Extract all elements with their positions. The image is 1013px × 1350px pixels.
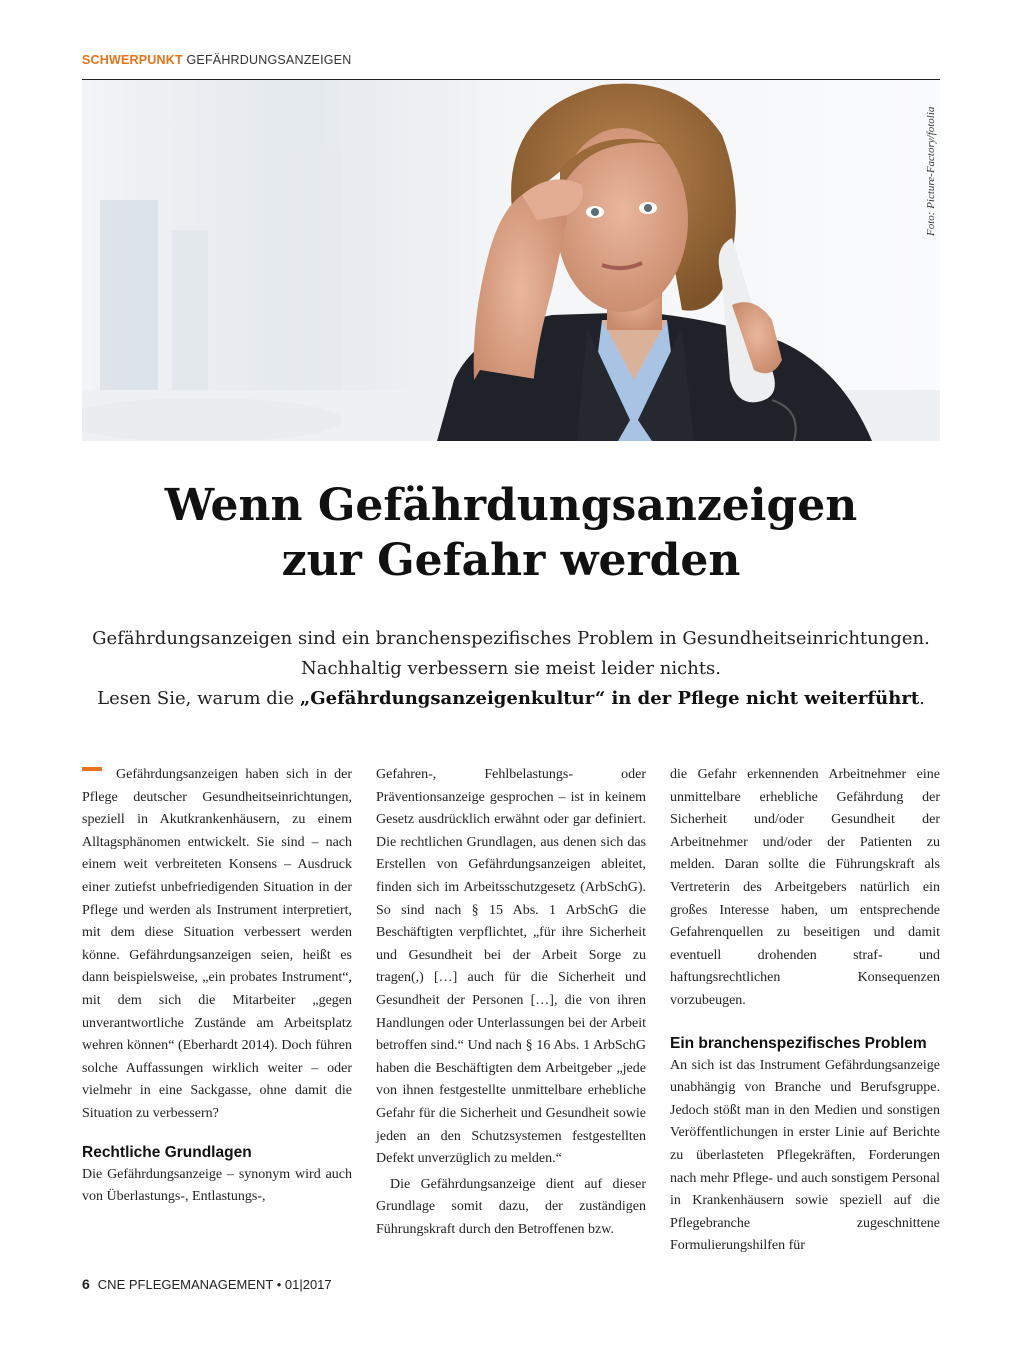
- subheading-rechtliche-grundlagen: Rechtliche Grundlagen: [82, 1143, 252, 1161]
- body-paragraph: Die Gefährdungsanzeige dient auf dieser Grundlage somit dazu, der zuständigen Führungskraft durch den Betroffenen bzw.: [376, 1176, 646, 1237]
- title-line-2: zur Gefahr werden: [281, 535, 741, 586]
- body-text-intro: Gefährdungsanzeigen haben sich in der Pflege deutscher Gesundheitseinrichtungen, speziell in Akutkrankenhäusern, zu einem Alltagsphänomen entwickelt. Sie sind – nach einem weit verbreiteten Konsens – Ausdruck einer zutiefst unbefriedigenden Situation in der Pflege und werden als Instrument interpretiert, mit dem diese Situation verbessert werden könne. Gefährdungsanzeigen seien, heißt es dann beispielsweise, „ein probates Instrument“, mit dem sich die Mitarbeiter „gegen unverantwortliche Zustände am Arbeitsplatz wehren können“ (Eberhardt 2014). Doch führen solche Auffassungen wirklich weiter – oder vielmehr in eine Sackgasse, ohne damit die Situation zu verbessern?: [82, 767, 352, 1121]
- lead-line-1: Gefährdungsanzeigen sind ein branchenspezifisches Problem in Gesundheitseinrichtungen.: [92, 628, 930, 649]
- page-footer: [82, 1276, 332, 1292]
- lead-line-3-end: .: [919, 688, 925, 709]
- section-topic: GEFÄHRDUNGSANZEIGEN: [186, 53, 352, 67]
- publication-name: CNE PFLEGEMANAGEMENT: [97, 1277, 274, 1292]
- photo-illustration: [82, 80, 940, 441]
- bullet-separator: •: [273, 1277, 285, 1292]
- article-lead: [70, 624, 952, 714]
- section-kicker: SCHWERPUNKT: [82, 53, 183, 67]
- body-paragraph: [82, 764, 352, 1126]
- lead-line-2: Nachhaltig verbessern sie meist leider nichts.: [300, 658, 722, 679]
- issue-number: 01|2017: [284, 1277, 332, 1292]
- orange-dash-marker: [82, 767, 102, 771]
- photo-credit: Foto: Picture-Factory/fotolia: [925, 106, 937, 236]
- body-paragraph: Gefahren-, Fehlbelastungs- oder Präventionsanzeige gesprochen – ist in keinem Gesetz ausdrücklich erwähnt oder gar definiert. Die rechtlichen Grundlagen, aus denen sich das Erstellen von Gefährdungsanzeigen ableitet, finden sich im Arbeitsschutzgesetz (ArbSchG). So sind nach § 15 Abs. 1 ArbSchG die Beschäftigten verpflichtet, „für ihre Sicherheit und Gesundheit bei der Arbeit Sorge zu tragen(,) […] auch für die Sicherheit und Gesundheit der Personen […], die von ihren Handlungen oder Unterlassungen bei der Arbeit betroffen sind.“ Und nach § 16 Abs. 1 ArbSchG haben die Beschäftigten dem Arbeitgeber „jede von ihnen festgestellte unmittelbare erhebliche Gefahr für die Sicherheit und Gesundheit sowie jeden an den Schutzsystemen festgestellten Defekt unverzüglich zu melden.“: [376, 767, 646, 1167]
- page-number: 6: [82, 1276, 90, 1292]
- body-column-1: [82, 764, 352, 1209]
- subheading-branchenspezifisches-problem: Ein branchenspezifisches Problem: [670, 1034, 927, 1052]
- lead-line-3-start: Lesen Sie, warum die: [97, 688, 300, 709]
- body-paragraph: An sich ist das Instrument Gefährdungsanzeige unabhängig von Branche und Berufsgruppe. Jedoch stößt man in den Medien und sonstigen Veröffentlichungen in erster Linie auf Berichte zu überlasteten Pflegekräften, Forderungen nach mehr Pflege- und auch sonstigem Personal in Krankenhäusern sowie speziell auf die Pflegebranche zugeschnittene Formulierungshilfen für: [670, 1057, 940, 1254]
- title-line-1: Wenn Gefährdungsanzeigen: [164, 480, 858, 531]
- lead-line-3: [70, 684, 952, 714]
- body-column-2: [376, 764, 646, 1241]
- body-paragraph: die Gefahr erkennenden Arbeitnehmer eine unmittelbare erhebliche Gefährdung der Sicherheit und/oder Gesundheit der Arbeitnehmer und/oder der Patienten zu melden. Daran sollte die Führungskraft als Vertreterin des Arbeitgebers natürlich ein großes Interesse haben, um entsprechende Gefahrenquellen zu beseitigen und damit eventuell drohenden straf- und haftungsrechtlichen Konsequenzen vorzubeugen.: [670, 767, 940, 1008]
- body-column-3: [670, 764, 940, 1258]
- article-title: [82, 478, 940, 588]
- body-paragraph: Die Gefährdungsanzeige – synonym wird auch von Überlastungs-, Entlastungs-,: [82, 1166, 352, 1205]
- article-photo: [82, 80, 940, 441]
- lead-emphasis: „Gefährdungsanzeigenkultur“ in der Pflege nicht weiterführt: [299, 688, 920, 709]
- running-head: [82, 53, 940, 80]
